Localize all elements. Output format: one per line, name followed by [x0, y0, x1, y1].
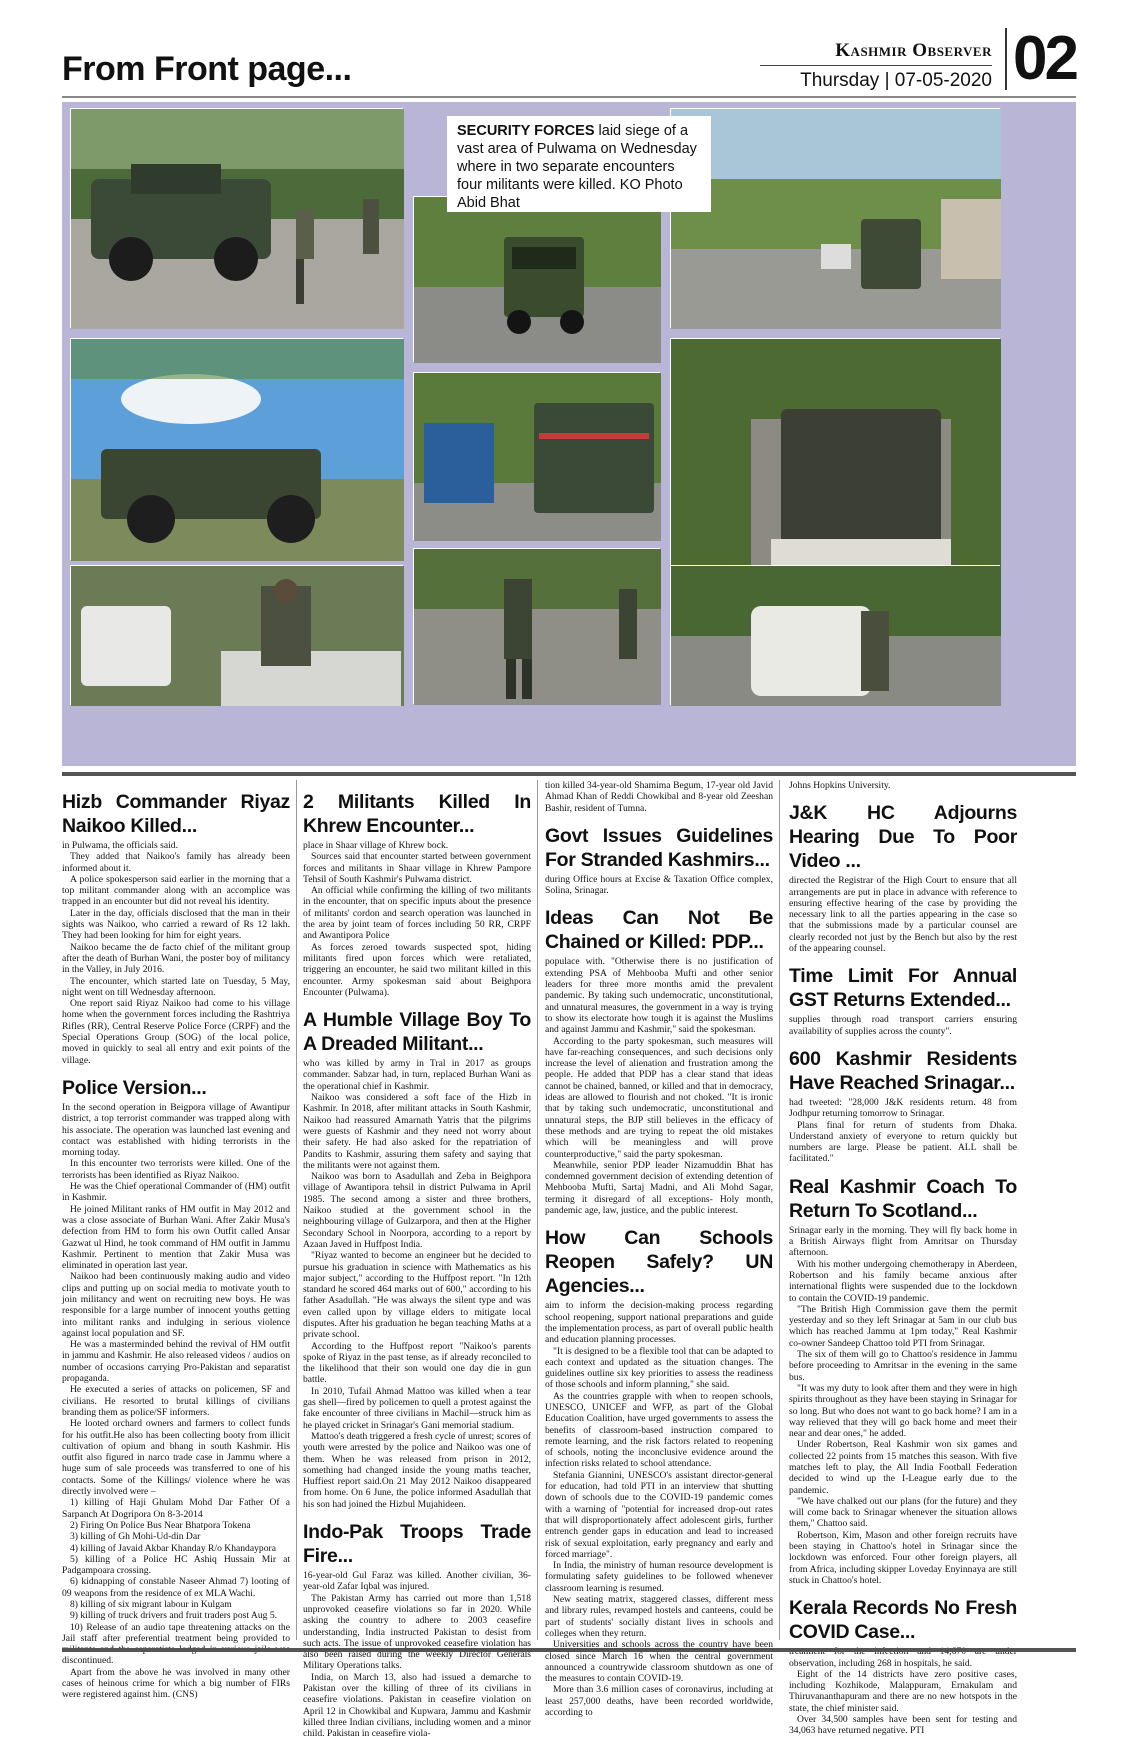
article-paragraph: He joined Militant ranks of HM outfit in May 2012 and was a close associate of Burhan Wani. After Zakir Musa's defection from HM to form his own Outfit called Ansar Gazwat ul Hind, he took command of HM outfit in Jammu Kashmir. Pertinent to mention that Zakir Musa was eliminated in operation last year.: [62, 1203, 290, 1272]
article-headline: Real Kashmir Coach To Return To Scotland...: [789, 1175, 1017, 1222]
article-paragraph: They added that Naikoo's family has already been informed about it.: [62, 851, 290, 874]
article-paragraph: Naikoo was born to Asadullah and Zeba in Beighpora village of Awantipora tehsil in district Pulwama in April 1985. The second among a sister and three brothers, Naikoo studied at the government school in the neighbouring village of Gulzarpora, and then at the Higher Secondary School in Noorpora, according to a report by Azaan Javed in Huffpost India.: [303, 1171, 531, 1250]
article-paragraph: As the countries grapple with when to reopen schools, UNESCO, UNICEF and WFP, as part of the Global Education Coalition, have urged governments to assess the benefits of classroom-based instruction compared to remote learning, and the risk factors related to reopening of schools, noting the inconclusive evidence around the infection risks related to school attendance.: [545, 1390, 773, 1470]
article-paragraph: 1) killing of Haji Ghulam Mohd Dar Father Of a Sarpanch At Dogripora On 8-3-2014: [62, 1497, 290, 1520]
article-headline: 2 Militants Killed In Khrew Encounter...: [303, 791, 531, 837]
article-paragraph: Later in the day, officials disclosed that the man in their sights was Naikoo, who carried a reward of Rs 12 lakh. They had been looking for him for eight years.: [62, 907, 290, 942]
article-paragraph: had tweeted: "28,000 J&K residents return. 48 from Jodhpur returning tomorrow to Srinagar.: [789, 1096, 1017, 1120]
article-paragraph: He was a masterminded behind the revival of HM outfit in jammu and Kashmir. He also released videos / audios on number of occasions carrying Pro-Pakistan and separatist propaganda.: [62, 1339, 290, 1385]
article-paragraph: Johns Hopkins University.: [789, 780, 891, 791]
article-paragraph: directed the Registrar of the High Court to ensure that all arrangements are put in place in advance with reference to ensuring effective hearing of the case by providing the necessary link to all the parties appearing in the case so that the submissions made by a particular counsel are clearly recorded not just by the Bench but also by the rest of the appearing counsel.: [789, 875, 1017, 955]
column-separator: [537, 780, 538, 1640]
article-paragraph: With his mother undergoing chemotherapy in Aberdeen, Robertson and his family became anxious after international flights were suspended due to the lockdown to contain the COVID-19 pandemic.: [789, 1258, 1017, 1304]
article-paragraph: 9) killing of truck drivers and fruit traders post Aug 5.: [70, 1610, 278, 1622]
article-paragraph: 6) kidnapping of constable Naseer Ahmad 7) looting of 09 weapons from the residence of ex MLA Wachi.: [62, 1576, 290, 1599]
article-paragraph: 16-year-old Gul Faraz was killed. Another civilian, 36-year-old Zafar Iqbal was injured.: [303, 1570, 531, 1593]
article-paragraph: According to the Huffpost report "Naikoo's parents spoke of Riyaz in the past tense, as if already reconciled to the likelihood that their son would one day die in gun battle.: [303, 1340, 531, 1386]
top-rule: [62, 96, 1076, 98]
photo-car-checkpoint: [670, 565, 1000, 705]
article-paragraph: Over 34,500 samples have been sent for testing and 34,063 have returned negative. PTI: [789, 1714, 1017, 1737]
article-paragraph: place in Shaar village of Khrew bock.: [303, 840, 449, 851]
article-column-3: [545, 780, 773, 1718]
article-paragraph: populace with. "Otherwise there is no justification of extending PSA of Mehbooba Mufti and other senior leaders for three more months amid the prevalent pandemic. By taking such undemocratic, unconstitutional, and unnatural measures, the government in a way is trying to show its electorate how tough it is against the Muslims and against Jammu and Kashmir," said the spokesman.: [545, 956, 773, 1036]
newspaper-name: Kashmir Observer: [835, 40, 992, 61]
caption-lead: SECURITY FORCES: [457, 123, 595, 139]
article-column-4: [789, 780, 1017, 1737]
page-number: 02: [1005, 28, 1076, 90]
article-headline: Hizb Commander Riyaz Naikoo Killed...: [62, 791, 290, 837]
photo-armoured-vehicle-sky: [70, 338, 403, 560]
article-paragraph: A police spokesperson said earlier in the morning that a top militant commander along with an accomplice was trapped in an encounter but did not reveal his identity.: [62, 873, 290, 908]
article-paragraph: "It is designed to be a flexible tool that can be adapted to each context and updated as the situation changes. The guidelines outline six key priorities to assess the readiness of those schools and inform planning," she said.: [545, 1345, 773, 1391]
article-paragraph: "It was my duty to look after them and they were in high spirits throughout as they have been staying in Srinagar for so long. But who does not want to go back home? I am in a way relieved that they will go back home and meet their near and dear ones," he added.: [789, 1382, 1017, 1440]
article-paragraph: who was killed by army in Tral in 2017 as groups commander. Sabzar had, in turn, replaced Burhan Wani as the operational chief in Kashmir.: [303, 1058, 531, 1092]
section-title: From Front page...: [62, 50, 352, 88]
article-paragraph: Naikoo was considered a soft face of the Hizb in Kashmir. In 2018, after militant attacks in South Kashmir, Naikoo had reassured Amarnath Yatris that the pilgrims were guests of Kashmir and they need not worry about their safety. He had also asked for the repatriation of Pandits to Kashmir, assuring them safety and saying that the militants were not against them.: [303, 1092, 531, 1171]
article-paragraph: Mattoo's death triggered a fresh cycle of unrest; scores of youth were arrested by the police and Naikoo was one of them. When he was released from prison in 2012, something had changed inside the young maths teacher, Huffiest report said.On 21 May 2012 Naikoo disappeared from home. On 6 June, the police informed Asadullah that his son had joined the Hizbul Mujahideen.: [303, 1430, 531, 1510]
article-paragraph: According to the party spokesman, such measures will have far-reaching consequences, and such decisions only increase the level of alienation and frustration among the people. He added that PDP has a clear stand that ideas cannot be chained, banned, or killed and that in democracy, ideas are allowed to flourish and not choked. "It is ironic that by taking such undemocratic, unconstitutional and unnatural steps, the BJP still believes in the efficacy of these methods and are trying to repeat the old mistakes which will be meaningless and will prove counterproductive," said the party spokesman.: [545, 1035, 773, 1160]
article-paragraph: In 2010, Tufail Ahmad Mattoo was killed when a tear gas shell—fired by policemen to quell a protest against the fake encounter of three civilians in Machil—struck him as he played cricket in Srinagar's Gani memorial stadium.: [303, 1385, 531, 1431]
article-paragraph: The Pakistan Army has carried out more than 1,518 unprovoked ceasefire violations so far in 2020. While asking the country to adhere to 2003 ceasefire understanding, India instructed Pakistan to desist from such acts. The issue of unprovoked ceasefire violation has also been raised during the weekly Director Generals Military Operations talks.: [303, 1592, 531, 1672]
caption-text: laid siege of a vast area of Pulwama on Wednesday where in two separate encounters four militants were killed. KO Photo Abid Bhat: [457, 123, 697, 211]
article-paragraph: 5) killing of a Police HC Ashiq Hussain Mir at Padgampoara crossing.: [62, 1553, 290, 1577]
article-headline: Kerala Records No Fresh COVID Case...: [789, 1597, 1017, 1644]
article-paragraph: supplies through road transport carriers ensuring availability of supplies across the county".: [789, 1014, 1017, 1037]
article-headline: Police Version...: [62, 1076, 207, 1099]
article-paragraph: during Office hours at Excise & Taxation Office complex, Solina, Srinagar.: [545, 873, 773, 897]
photo-army-truck: [413, 196, 660, 362]
article-paragraph: The encounter, which started late on Tuesday, 5 May, night went on till Wednesday afternoon.: [62, 975, 290, 998]
article-paragraph: Robertson, Kim, Mason and other foreign recruits have been staying in Chattoo's hotel in Srinagar since the lockdown was enforced. Four other foreign players, all from Africa, including skipper Loveday Enyinnaya are still stuck in Chattoo's hotel.: [789, 1529, 1017, 1586]
article-paragraph: 2) Firing On Police Bus Near Bhatpora Tokena: [70, 1519, 251, 1531]
article-paragraph: Eight of the 14 districts have zero positive cases, including Kozhikode, Malappuram, Ernakulam and Thiruvananthapuram and there are no new hotspots in the state, the chief minister said.: [789, 1668, 1017, 1714]
article-headline: J&K HC Adjourns Hearing Due To Poor Video ...: [789, 802, 1017, 873]
bottom-rule: [62, 1648, 1076, 1652]
article-column-1: [62, 780, 290, 1701]
article-paragraph: Apart from the above he was involved in many other cases of heinous crime for which a big number of FIRs were registered against him. (CNS): [62, 1666, 290, 1701]
photo-armoured-vehicle-road: [70, 108, 403, 328]
article-paragraph: 3) killing of Gh Mohi-Ud-din Dar: [70, 1531, 201, 1543]
article-headline: Ideas Can Not Be Chained or Killed: PDP...: [545, 907, 773, 954]
article-paragraph: New seating matrix, staggered classes, different mess and library rules, revamped hostels and canteens, could be part of students' socially distant lives in schools and colleges when they return.: [545, 1594, 773, 1639]
article-paragraph: In the second operation in Beigpora village of Awantipur district, a top terrorist commander was trapped along with his associate. The operation was launched last evening and contact was established with hiding terrorists in the morning today.: [62, 1101, 290, 1159]
article-paragraph: Under Robertson, Real Kashmir won six games and collected 22 points from 15 matches this season. With five matches left to play, the All India Football Federation decided to wind up the I-League early due to the pandemic.: [789, 1439, 1017, 1496]
article-paragraph: Srinagar early in the morning. They will fly back home in a British Airways flight from Amritsar on Thursday afternoon.: [789, 1224, 1017, 1259]
section-rule: [62, 772, 1076, 776]
photo-soldier-on-jeep: [70, 565, 403, 705]
article-paragraph: Sources said that encounter started between government forces and militants in Shaar village in Khrew Pampore Tehsil of South Kashmir's Pulwama district.: [303, 851, 531, 885]
article-paragraph: He looted orchard owners and farmers to collect funds for his outfit.He also has been collecting booty from illicit cultivation of opium and bhang in south Kashmir. His outfit also figured in narco trade case in Jammu where a huge sum of sale proceeds was transferred to one of his contacts. Some of the Killings/ violence where he was directly involved were –: [62, 1418, 290, 1498]
article-paragraph: Meanwhile, senior PDP leader Nizamuddin Bhat has condemned government decision of extending detention of Mehbooba Mufti, Sartaj Madni, and Ali Mohd Sagar, terming it disregard of all exceptions- Holy month, pandemic age, law, justice, and the public interest.: [545, 1159, 773, 1217]
photo-soldiers-patrol: [413, 548, 660, 704]
article-paragraph: 10) Release of an audio tape threatening attacks on the Jail staff after preferential treatment being provided to militants and the separatists lodged in various jails was discontinued.: [62, 1621, 290, 1667]
photo-caption: [447, 116, 711, 212]
article-paragraph: In India, the ministry of human resource development is formulating safety guidelines to be followed whenever classroom learning is resumed.: [545, 1560, 773, 1594]
article-paragraph: He executed a series of attacks on policemen, SF and civilians. He resorted to brutal killings of civilians branding them as police/SF informers.: [62, 1384, 290, 1418]
article-paragraph: An official while confirming the killing of two militants in the encounter, that on specific inputs about the presence of militants' cordon and search operation was launched in the area by joint team of forces including 50 RR, CRPF and Awantipora Police: [303, 885, 531, 942]
article-paragraph: As forces zeroed towards suspected spot, hiding militants fired upon forces which were retaliated, triggering an encounter, he said two militant killed in this encounter. Army spokesman said about Beighpora Encounter (Pulwama).: [303, 941, 531, 998]
article-headline: 600 Kashmir Residents Have Reached Srinagar...: [789, 1047, 1017, 1094]
column-separator: [296, 780, 297, 1640]
article-headline: Time Limit For Annual GST Returns Extended...: [789, 965, 1017, 1012]
article-paragraph: The six of them will go to Chattoo's residence in Jammu before proceeding to Amritsar in the evening in the same bus.: [789, 1349, 1017, 1383]
article-paragraph: Naikoo had been continuously making audio and video clips and putting up on social media to motivate youth to join militancy and went on recruiting new boys. He was responsible for a large number of innocent youths getting into militant ranks and indulging in serious violence against local population and SF.: [62, 1271, 290, 1339]
article-paragraph: Universities and schools across the country have been closed since March 16 when the central government announced a countrywide classroom shutdown as one of the measures to contain COVID-19.: [545, 1639, 773, 1685]
photo-blue-truck-and-vehicle: [413, 372, 660, 540]
issue-date: Thursday | 07-05-2020: [800, 70, 992, 91]
article-headline: A Humble Village Boy To A Dreaded Militant...: [303, 1009, 531, 1056]
article-paragraph: He was the Chief operational Commander of (HM) outfit in Kashmir.: [62, 1181, 290, 1204]
article-paragraph: 4) killing of Javaid Akbar Khanday R/o Khandaypora: [70, 1542, 276, 1554]
article-paragraph: "We have chalked out our plans (for the future) and they will come back to Srinagar whenever the situation allows them," Chattoo said.: [789, 1495, 1017, 1530]
article-paragraph: One report said Riyaz Naikoo had come to his village home when the government forces including the Rashtriya Rifles (RR), Central Reserve Police Force (CRPF) and the Special Operations Group (SOG) of the local police, moved in quickly to seal all entry and exit points of the village.: [62, 998, 290, 1066]
article-paragraph: In this encounter two terrorists were killed. One of the terrorists has been identified as Riyaz Naikoo.: [62, 1158, 290, 1181]
article-headline: How Can Schools Reopen Safely? UN Agencies...: [545, 1227, 773, 1298]
article-paragraph: treatment for the infection and 14,670 are under observation, including 268 in hospitals, he said.: [789, 1646, 1017, 1669]
article-paragraph: in Pulwama, the officials said.: [62, 840, 178, 851]
masthead-divider: [760, 65, 992, 66]
article-paragraph: "The British High Commission gave them the permit yesterday and so they left Srinagar at 5am in our club bus which has reached Jammu at 1pm today," Real Kashmir co-owner Sandeep Chattoo told PTI from Srinagar.: [789, 1303, 1017, 1349]
article-paragraph: More than 3.6 million cases of coronavirus, including at least 257,000 deaths, have been recorded worldwide, according to: [545, 1684, 773, 1718]
article-headline: Indo-Pak Troops Trade Fire...: [303, 1521, 531, 1568]
article-paragraph: aim to inform the decision-making process regarding school reopening, support national preparations and guide the implementation process, as part of overall public health and education planning processes.: [545, 1300, 773, 1346]
article-column-2: [303, 780, 531, 1739]
article-paragraph: Naikoo became the de facto chief of the militant group after the death of Burhan Wani, the poster boy of militancy in the Valley, in July 2016.: [62, 941, 290, 976]
article-paragraph: Stefania Giannini, UNESCO's assistant director-general for education, had told PTI in an interview that shutting down of schools due to the COVID-19 pandemic comes with a warning of "potential for increased drop-out rates that will disproportionately affect adolescent girls, further entrench gender gaps in education and lead to increased risk of sexual exploitation, early pregnancy and early and forced marriage".: [545, 1469, 773, 1560]
article-paragraph: 8) killing of six migrant labour in Kulgam: [70, 1599, 232, 1610]
photo-vehicle-convoy: [670, 108, 1000, 328]
article-paragraph: Plans final for return of students from Dhaka. Understand anxiety of everyone to return quickly but numbers are large. Please be patient. ALL shall be facilitated.": [789, 1119, 1017, 1165]
article-headline: Govt Issues Guidelines For Stranded Kashmirs...: [545, 824, 773, 871]
article-paragraph: "Riyaz wanted to become an engineer but he decided to pursue his graduation in science with Mathematics as his major subject," according to the Huffpost report. "In 12th standard he scored 464 marks out of 600," according to his father Asadullah. "He was always the silent type and was even called upon by village elders to mitigate local disputes. After his graduation he began teaching Maths at a private school.: [303, 1250, 531, 1341]
article-paragraph: tion killed 34-year-old Shamima Begum, 17-year old Javid Ahmad Khan of Reddi Chowkibal and 8-year old Zeeshan Bashir, resident of Tumna.: [545, 780, 773, 814]
column-separator: [779, 780, 780, 1640]
article-paragraph: India, on March 13, also had issued a demarche to Pakistan over the killing of three of its civilians in ceasefire violations. Pakistan in ceasefire violation on April 12 in Chowkibal and Kupwara, Jammu and Kashmir killed three Indian civilians, including women and a minor child. Pakistan in ceasefire viola-: [303, 1671, 531, 1739]
